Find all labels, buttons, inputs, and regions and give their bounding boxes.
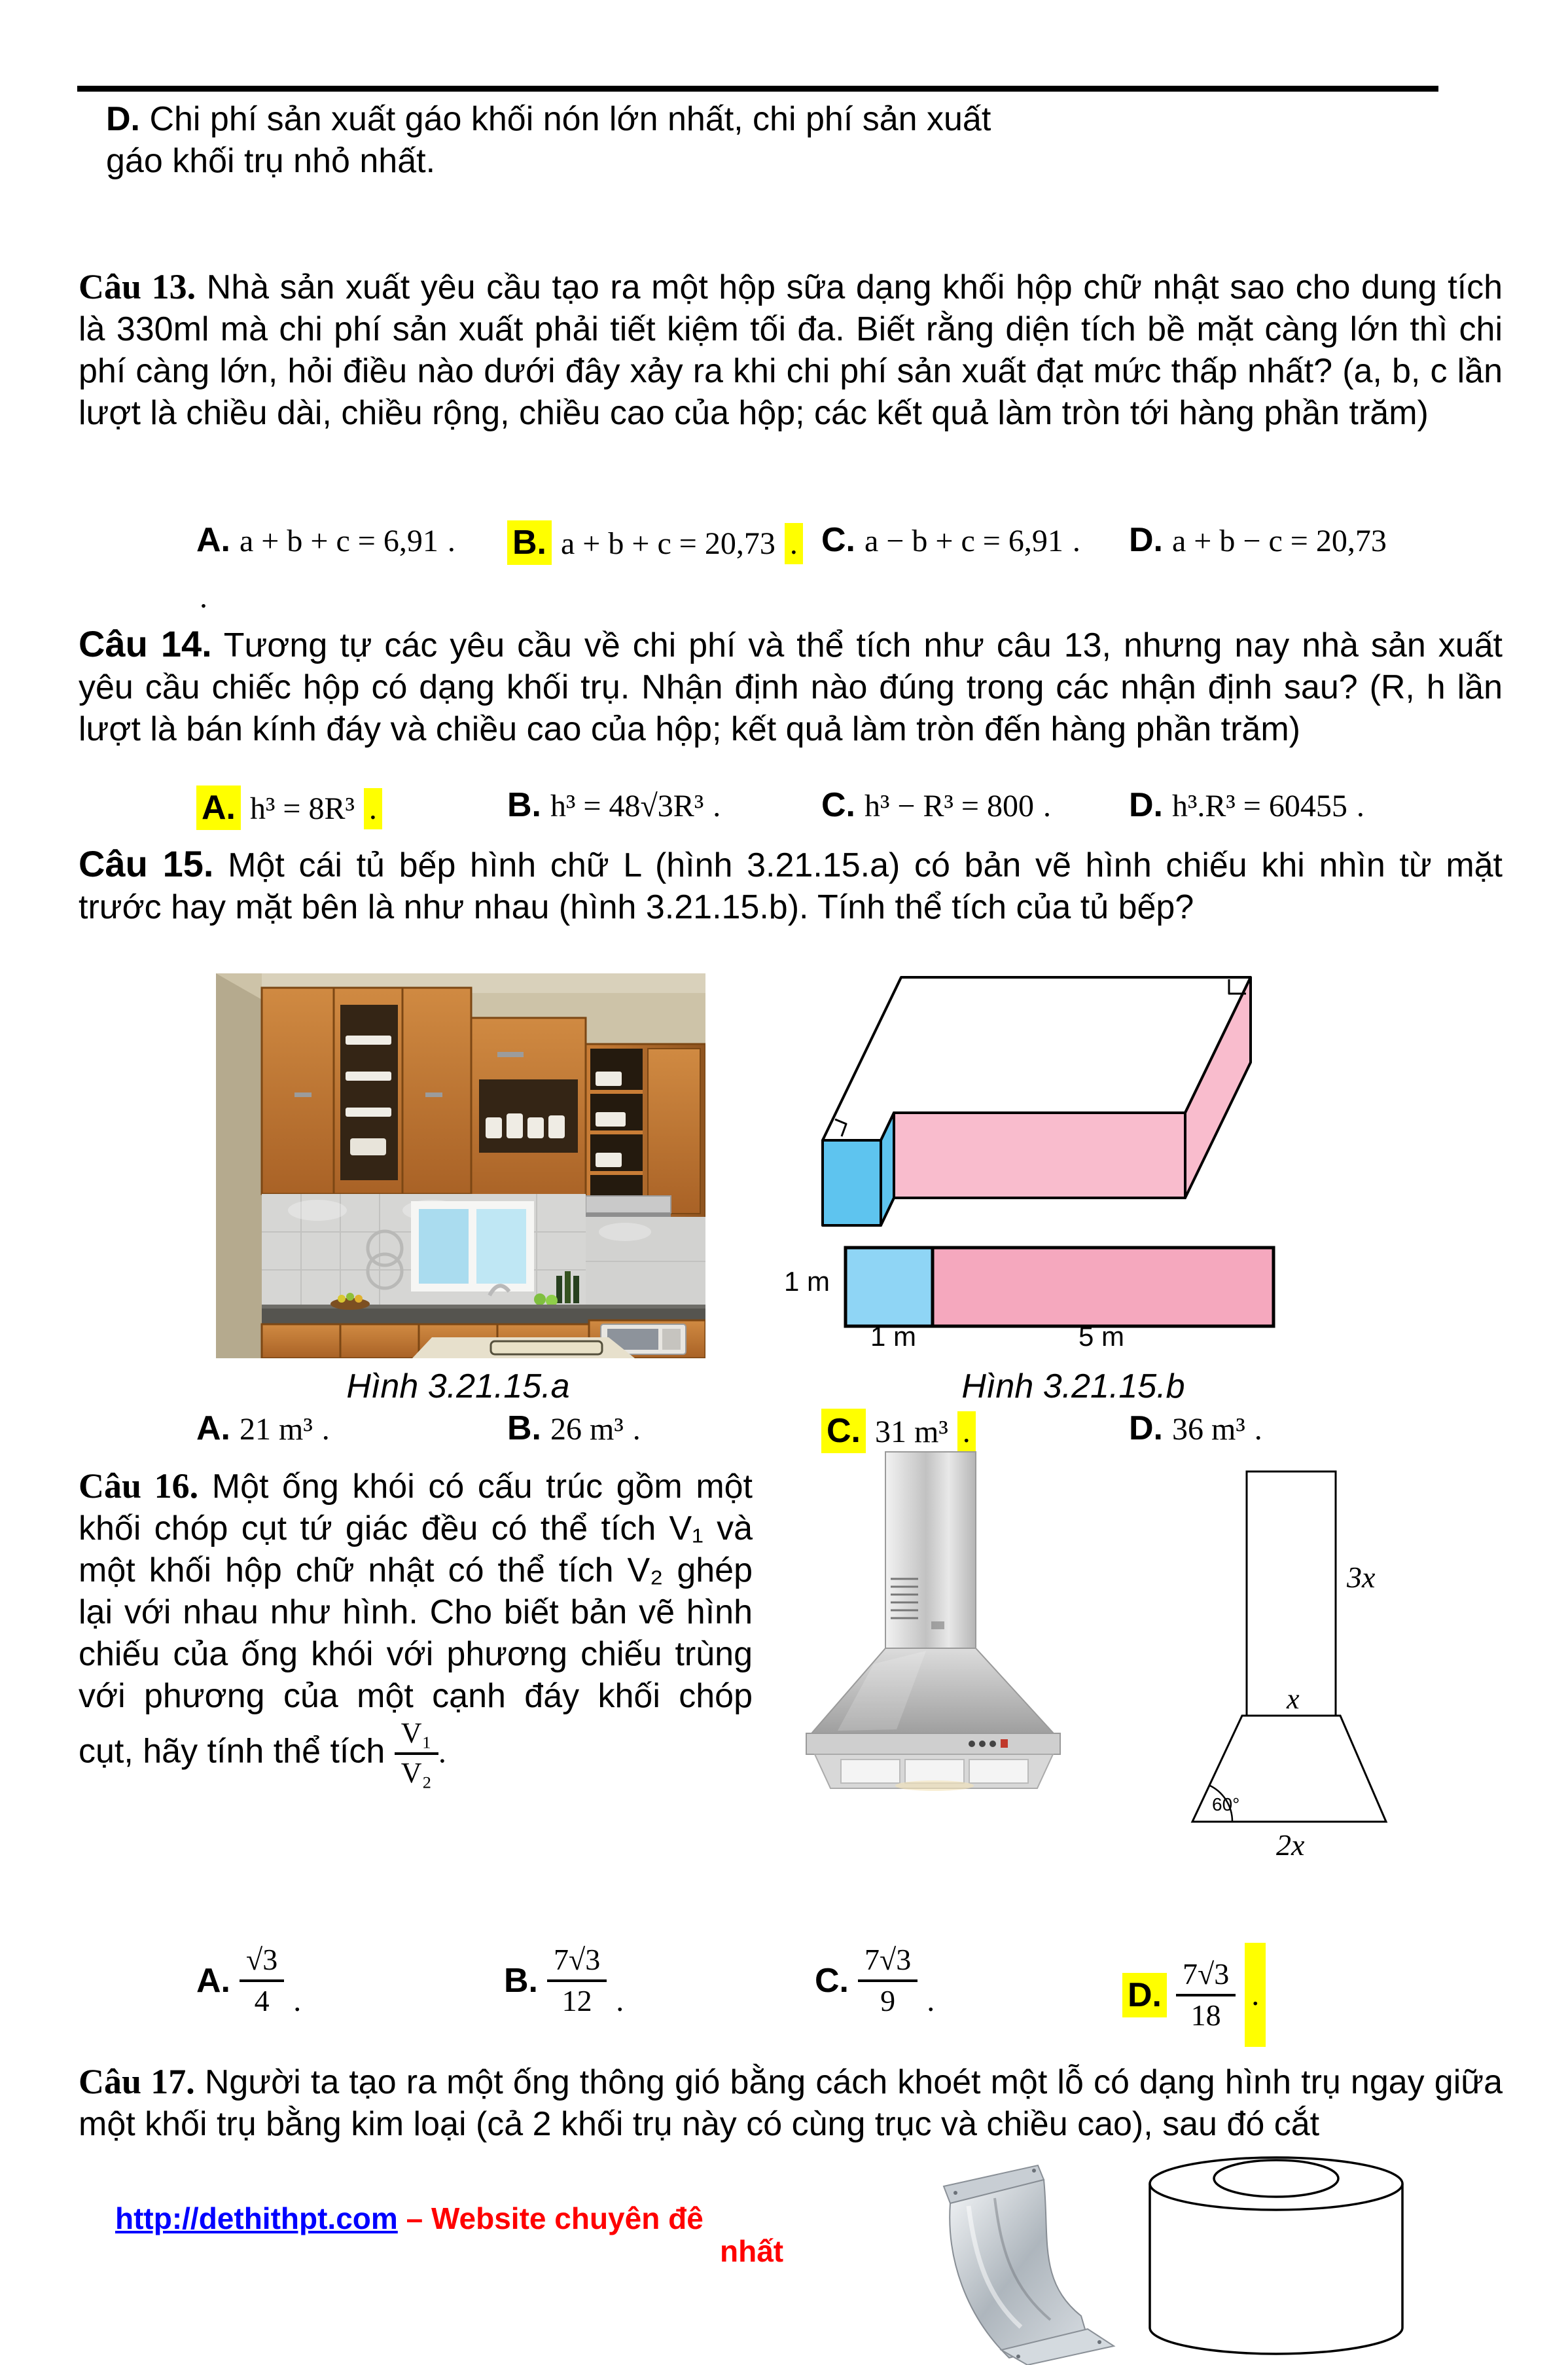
footer-link[interactable]: http://dethithpt.com: [115, 2201, 398, 2235]
option-d-label: D.: [106, 100, 140, 138]
chimney-height-label: 3x: [1347, 1561, 1376, 1594]
answer-formula: a + b + c = 6,91: [240, 524, 438, 558]
answer-period: .: [293, 1983, 302, 2018]
answer-13-d: [1129, 520, 1387, 560]
answer-label: D.: [1129, 786, 1163, 824]
answer-period: .: [321, 1412, 330, 1447]
answer-period: .: [632, 1412, 641, 1447]
question-16-label: Câu 16.: [79, 1466, 199, 1506]
answer-label: D.: [1122, 1973, 1167, 2017]
option-d-text: Chi phí sản xuất gáo khối nón lớn nhất, chi phí sản xuất gáo khối trụ nhỏ nhất.: [106, 100, 991, 180]
answer-label: A.: [196, 521, 230, 559]
answer-13-c: [821, 520, 1080, 560]
footer-text: Website chuyên đê: [431, 2201, 704, 2235]
chimney-top-label: x: [1287, 1683, 1300, 1715]
question-17-paragraph: [79, 2061, 1503, 2145]
answer-period: .: [1254, 1412, 1262, 1447]
answer-label: C.: [821, 786, 855, 824]
answer-15-a: [196, 1409, 330, 1448]
question-13-paragraph: [79, 266, 1503, 434]
hollow-cylinder-figure: [1139, 2152, 1414, 2365]
footer: [115, 2201, 704, 2236]
answer-16-c: [815, 1943, 935, 2019]
answer-label: C.: [815, 1961, 849, 2000]
question-14-text: Tương tự các yêu cầu về chi phí và thể tích như câu 13, nhưng nay nhà sản xuất yêu cầu chiếc hộp có dạng khối trụ. Nhận định nào đúng trong các nhận định sau? (R, h lần lượt là bán kính đáy và chiều cao của hộp; kết quả làm tròn đến hàng phần trăm): [79, 626, 1503, 748]
question-16-fraction: $\frac{\text{V₁}}{\text{V₂}}$: [395, 1717, 438, 1790]
chimney-base-label: 2x: [1276, 1828, 1305, 1862]
answer-period: .: [616, 1983, 624, 2018]
answer-13-a: [196, 520, 455, 560]
answer-label: A.: [196, 785, 241, 830]
answer-formula: 31 m³: [875, 1415, 948, 1449]
answer-14-b: [507, 785, 721, 825]
duct-elbow-photo: [910, 2160, 1139, 2365]
answer-period: .: [785, 523, 803, 564]
footer-separator: –: [406, 2201, 423, 2235]
answer-formula: a + b + c = 20,73: [561, 526, 775, 561]
answer-fraction: $\frac{√3}{4}$: [240, 1943, 284, 2019]
answer-label: B.: [507, 1409, 541, 1447]
figure-b-width1-label: 1 m: [870, 1321, 917, 1348]
answer-15-c: [821, 1409, 976, 1453]
answer-15-d: [1129, 1409, 1262, 1448]
question-13-label: Câu 13.: [79, 267, 196, 306]
answer-period: .: [364, 788, 382, 829]
answer-label: C.: [821, 1409, 866, 1453]
chimney-figure: [1171, 1460, 1538, 1862]
answer-fraction: $\frac{7√3}{12}$: [547, 1943, 607, 2019]
answer-period: .: [1042, 789, 1051, 823]
footer-text-2: nhất: [720, 2234, 784, 2268]
question-16-period: .: [438, 1735, 446, 1770]
figure-b-width2-label: 5 m: [1078, 1321, 1125, 1348]
answer-formula: h³ = 48√3R³: [550, 789, 704, 823]
answer-label: B.: [504, 1961, 538, 2000]
range-hood-photo: [775, 1448, 1083, 1808]
question-16-text: Một ống khói có cấu trúc gồm một khối chóp cụt tứ giác đều có thể tích V₁ và một khối hộp chữ nhật có thể tích V₂ ghép lại với nhau như hình. Cho biết bản vẽ hình chiếu của ống khói với phương chiếu trùng với phương của một cạnh đáy khối chóp cụt, hãy tính thể tích: [79, 1468, 753, 1771]
answer-label: D.: [1129, 521, 1163, 559]
answer-formula: h³ = 8R³: [250, 791, 355, 826]
answer-formula: a − b + c = 6,91: [864, 524, 1063, 558]
answer-period: .: [447, 524, 455, 558]
question-14-label: Câu 14.: [79, 623, 212, 664]
figure-a-caption: Hình 3.21.15.a: [346, 1367, 570, 1405]
answer-period: .: [957, 1411, 976, 1453]
l-solid-figure: [772, 956, 1492, 1348]
figure-b-caption: Hình 3.21.15.b: [961, 1367, 1185, 1405]
question-15-label: Câu 15.: [79, 843, 214, 884]
option-d-paragraph: [106, 98, 1003, 182]
answer-formula: h³ − R³ = 800: [864, 789, 1034, 823]
chimney-angle-label: 60°: [1212, 1794, 1240, 1814]
figure-b-height-label: 1 m: [784, 1266, 830, 1297]
answer-label: A.: [196, 1409, 230, 1447]
answer-15-b: [507, 1409, 641, 1448]
question-16-paragraph: [79, 1465, 753, 1790]
answer-16-a: [196, 1943, 301, 2019]
answer-period: .: [1072, 524, 1080, 558]
answer-13-b: [507, 520, 803, 565]
answer-formula: 26 m³: [550, 1412, 624, 1447]
question-15-text: Một cái tủ bếp hình chữ L (hình 3.21.15.a) có bản vẽ hình chiếu khi nhìn từ mặt trước hay mặt bên là như nhau (hình 3.21.15.b). Tính thể tích của tủ bếp?: [79, 846, 1503, 926]
answer-fraction: $\frac{7√3}{9}$: [858, 1943, 918, 2019]
answer-period: .: [927, 1983, 935, 2018]
answer-period: .: [713, 789, 721, 823]
answer-label: C.: [821, 521, 855, 559]
answer-13-d-overflow-period: .: [200, 580, 207, 615]
question-15-paragraph: [79, 843, 1503, 928]
answer-16-d: [1122, 1943, 1266, 2047]
answer-formula: h³.R³ = 60455: [1172, 789, 1347, 823]
answer-16-b: [504, 1943, 624, 2019]
answer-label: B.: [507, 520, 552, 565]
answer-formula: 21 m³: [240, 1412, 313, 1447]
answer-14-d: [1129, 785, 1364, 825]
top-rule: [77, 86, 1438, 92]
answer-14-c: [821, 785, 1051, 825]
answer-fraction: $\frac{7√3}{18}$: [1176, 1957, 1236, 2033]
question-14-paragraph: [79, 623, 1503, 750]
answer-label: B.: [507, 786, 541, 824]
question-17-text: Người ta tạo ra một ống thông gió bằng cách khoét một lỗ có dạng hình trụ ngay giữa một khối trụ bằng kim loại (cả 2 khối trụ này có cùng trục và chiều cao), sau đó cắt: [79, 2063, 1503, 2143]
answer-14-a: [196, 785, 382, 830]
kitchen-photo: [216, 973, 705, 1358]
answer-formula: 36 m³: [1172, 1412, 1245, 1447]
answer-label: D.: [1129, 1409, 1163, 1447]
question-17-label: Câu 17.: [79, 2062, 195, 2101]
answer-formula: a + b − c = 20,73: [1172, 524, 1387, 558]
question-13-text: Nhà sản xuất yêu cầu tạo ra một hộp sữa dạng khối hộp chữ nhật sao cho dung tích là 330ml mà chi phí sản xuất phải tiết kiệm tối đa. Biết rằng diện tích bề mặt càng lớn thì chi phí càng lớn, hỏi điều nào dưới đây xảy ra khi chi phí sản xuất đạt mức thấp nhất? (a, b, c lần lượt là chiều dài, chiều rộng, chiều cao của hộp; các kết quả làm tròn tới hàng phần trăm): [79, 268, 1503, 432]
answer-period: .: [1245, 1943, 1266, 2047]
answer-period: .: [1356, 789, 1364, 823]
answer-label: A.: [196, 1961, 230, 2000]
